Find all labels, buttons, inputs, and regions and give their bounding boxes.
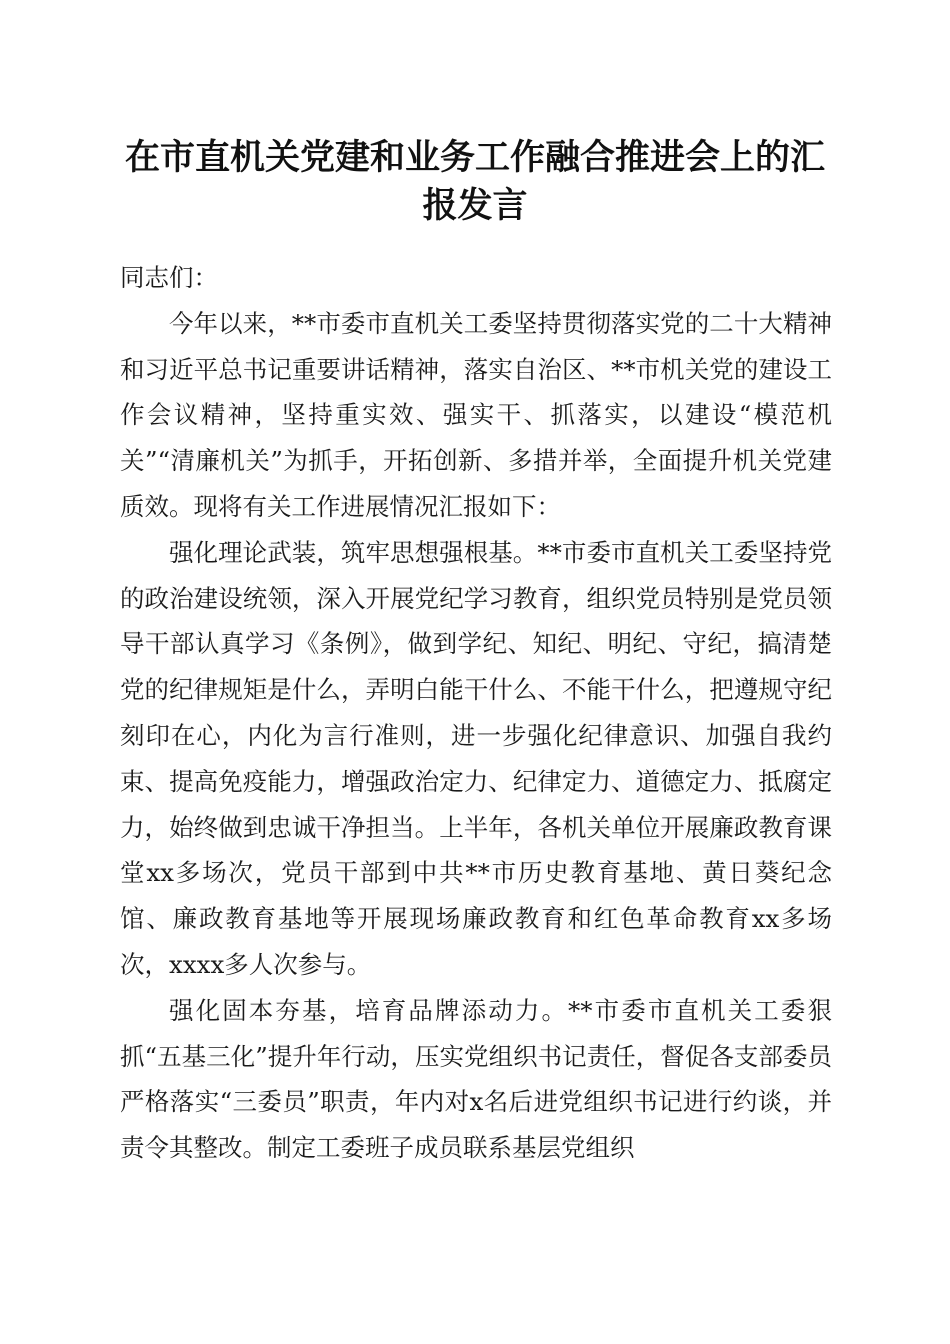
paragraph-intro: 今年以来，**市委市直机关工委坚持贯彻落实党的二十大精神和习近平总书记重要讲话精神，落实自治区、**市机关党的建设工作会议精神，坚持重实效、强实干、抓落实，以建设“模范机关”“清廉机关”为抓手，开拓创新、多措并举，全面提升机关党建质效。现将有关工作进展情况汇报如下： bbox=[120, 308, 832, 521]
document-body bbox=[120, 255, 832, 1171]
paragraph-theory: 强化理论武装，筑牢思想强根基。**市委市直机关工委坚持党的政治建设统领，深入开展党纪学习教育，组织党员特别是党员领导干部认真学习《条例》，做到学纪、知纪、明纪、守纪，搞清楚党的纪律规矩是什么，弄明白能干什么、不能干什么，把遵规守纪刻印在心，内化为言行准则，进一步强化纪律意识、加强自我约束、提高免疫能力，增强政治定力、纪律定力、道德定力、抵腐定力，始终做到忠诚干净担当。上半年，各机关单位开展廉政教育课堂xx多场次，党员干部到中共**市历史教育基地、黄日葵纪念馆、廉政教育基地等开展现场廉政教育和红色革命教育xx多场次，xxxx多人次参与。 bbox=[120, 537, 832, 979]
paragraph-foundation: 强化固本夯基，培育品牌添动力。**市委市直机关工委狠抓“五基三化”提升年行动，压实党组织书记责任，督促各支部委员严格落实“三委员”职责，年内对x名后进党组织书记进行约谈，并责令其整改。制定工委班子成员联系基层党组织 bbox=[120, 995, 832, 1163]
document-title: 在市直机关党建和业务工作融合推进会上的汇报发言 bbox=[124, 137, 825, 226]
salutation: 同志们： bbox=[120, 263, 218, 292]
